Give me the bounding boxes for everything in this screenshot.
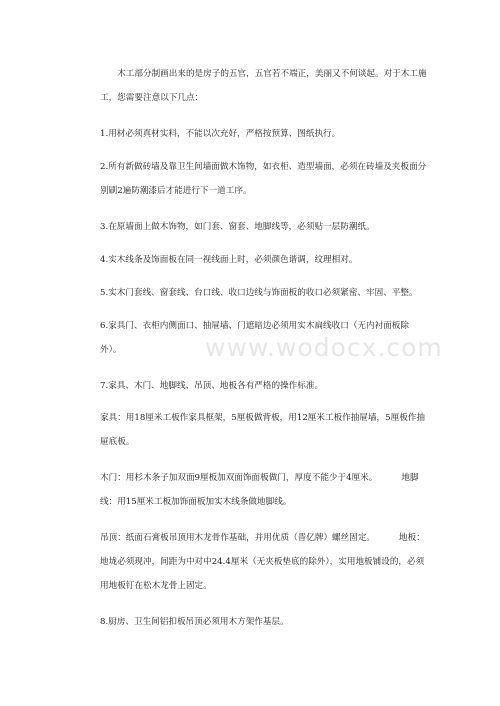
rule-7-paragraph: 7.家具、木门、地脚线、吊顶、地板各有严格的操作标准。: [100, 381, 324, 391]
floor-text: 地板：地垅必须现冲，间距为中对中24.4厘米（无夹板垫底的除外），实用地板铺设的，必须用地板钉在松木龙骨上固定。: [100, 533, 425, 591]
rule-6-paragraph: 6.家具门、衣柜内侧面口、抽屉墙、门遮暗边必须用实木扁线收口（无内衬面板除外）。: [100, 321, 409, 355]
rule-4-paragraph: 4.实木线条及饰面板在同一视线面上时，必须颜色谐调，纹理相对。: [100, 255, 358, 265]
rule-8-paragraph: 8.厨房、卫生间铝扣板吊顶必须用木方架作基层。: [100, 617, 289, 627]
ceiling-floor-paragraph: [100, 526, 430, 598]
skirting-text: 地脚线：用15厘米工板加饰面板加实木线条做地脚线。: [100, 473, 419, 507]
watermark: www.wodocx.com: [205, 333, 443, 362]
rule-2-paragraph: 2.所有新做砖墙及靠卫生间墙面做木饰物，如衣柜、造型墙面，必须在砖墙及夹板面分别刷2遍防潮漆后才能进行下一道工序。: [100, 162, 427, 196]
intro-paragraph: 木工部分制画出来的是房子的五官，五官若不端正，美丽又不何谈起。对于木工施工，您需要注意以下几点：: [100, 69, 427, 103]
furniture-paragraph: 家具：用18厘米工板作家具框架，5厘板做背板，用12厘米工板作抽屉墙，5厘板作抽屉底板。: [100, 413, 425, 447]
ceiling-text: 吊顶：纸面石膏板吊顶用木龙骨作基础，并用优质（晋亿牌）螺丝固定。: [100, 533, 376, 543]
door-skirting-paragraph: [100, 466, 430, 514]
rule-3-paragraph: 3.在原墙面上做木饰物，如门套、窗套、地脚线等，必须贴一层防潮纸。: [100, 222, 375, 232]
rule-1-paragraph: 1.用材必须真材实料，不能以次充好，严格按预算、图纸执行。: [100, 129, 341, 139]
rule-5-paragraph: 5.实木门套线、窗套线、台口线、收口边线与饰面板的收口必须紧密、牢固、平整。: [100, 288, 418, 298]
door-text: 木门：用杉木条子加双面9厘板加双面饰面板做门，厚度不能少于4厘米。: [100, 473, 378, 483]
